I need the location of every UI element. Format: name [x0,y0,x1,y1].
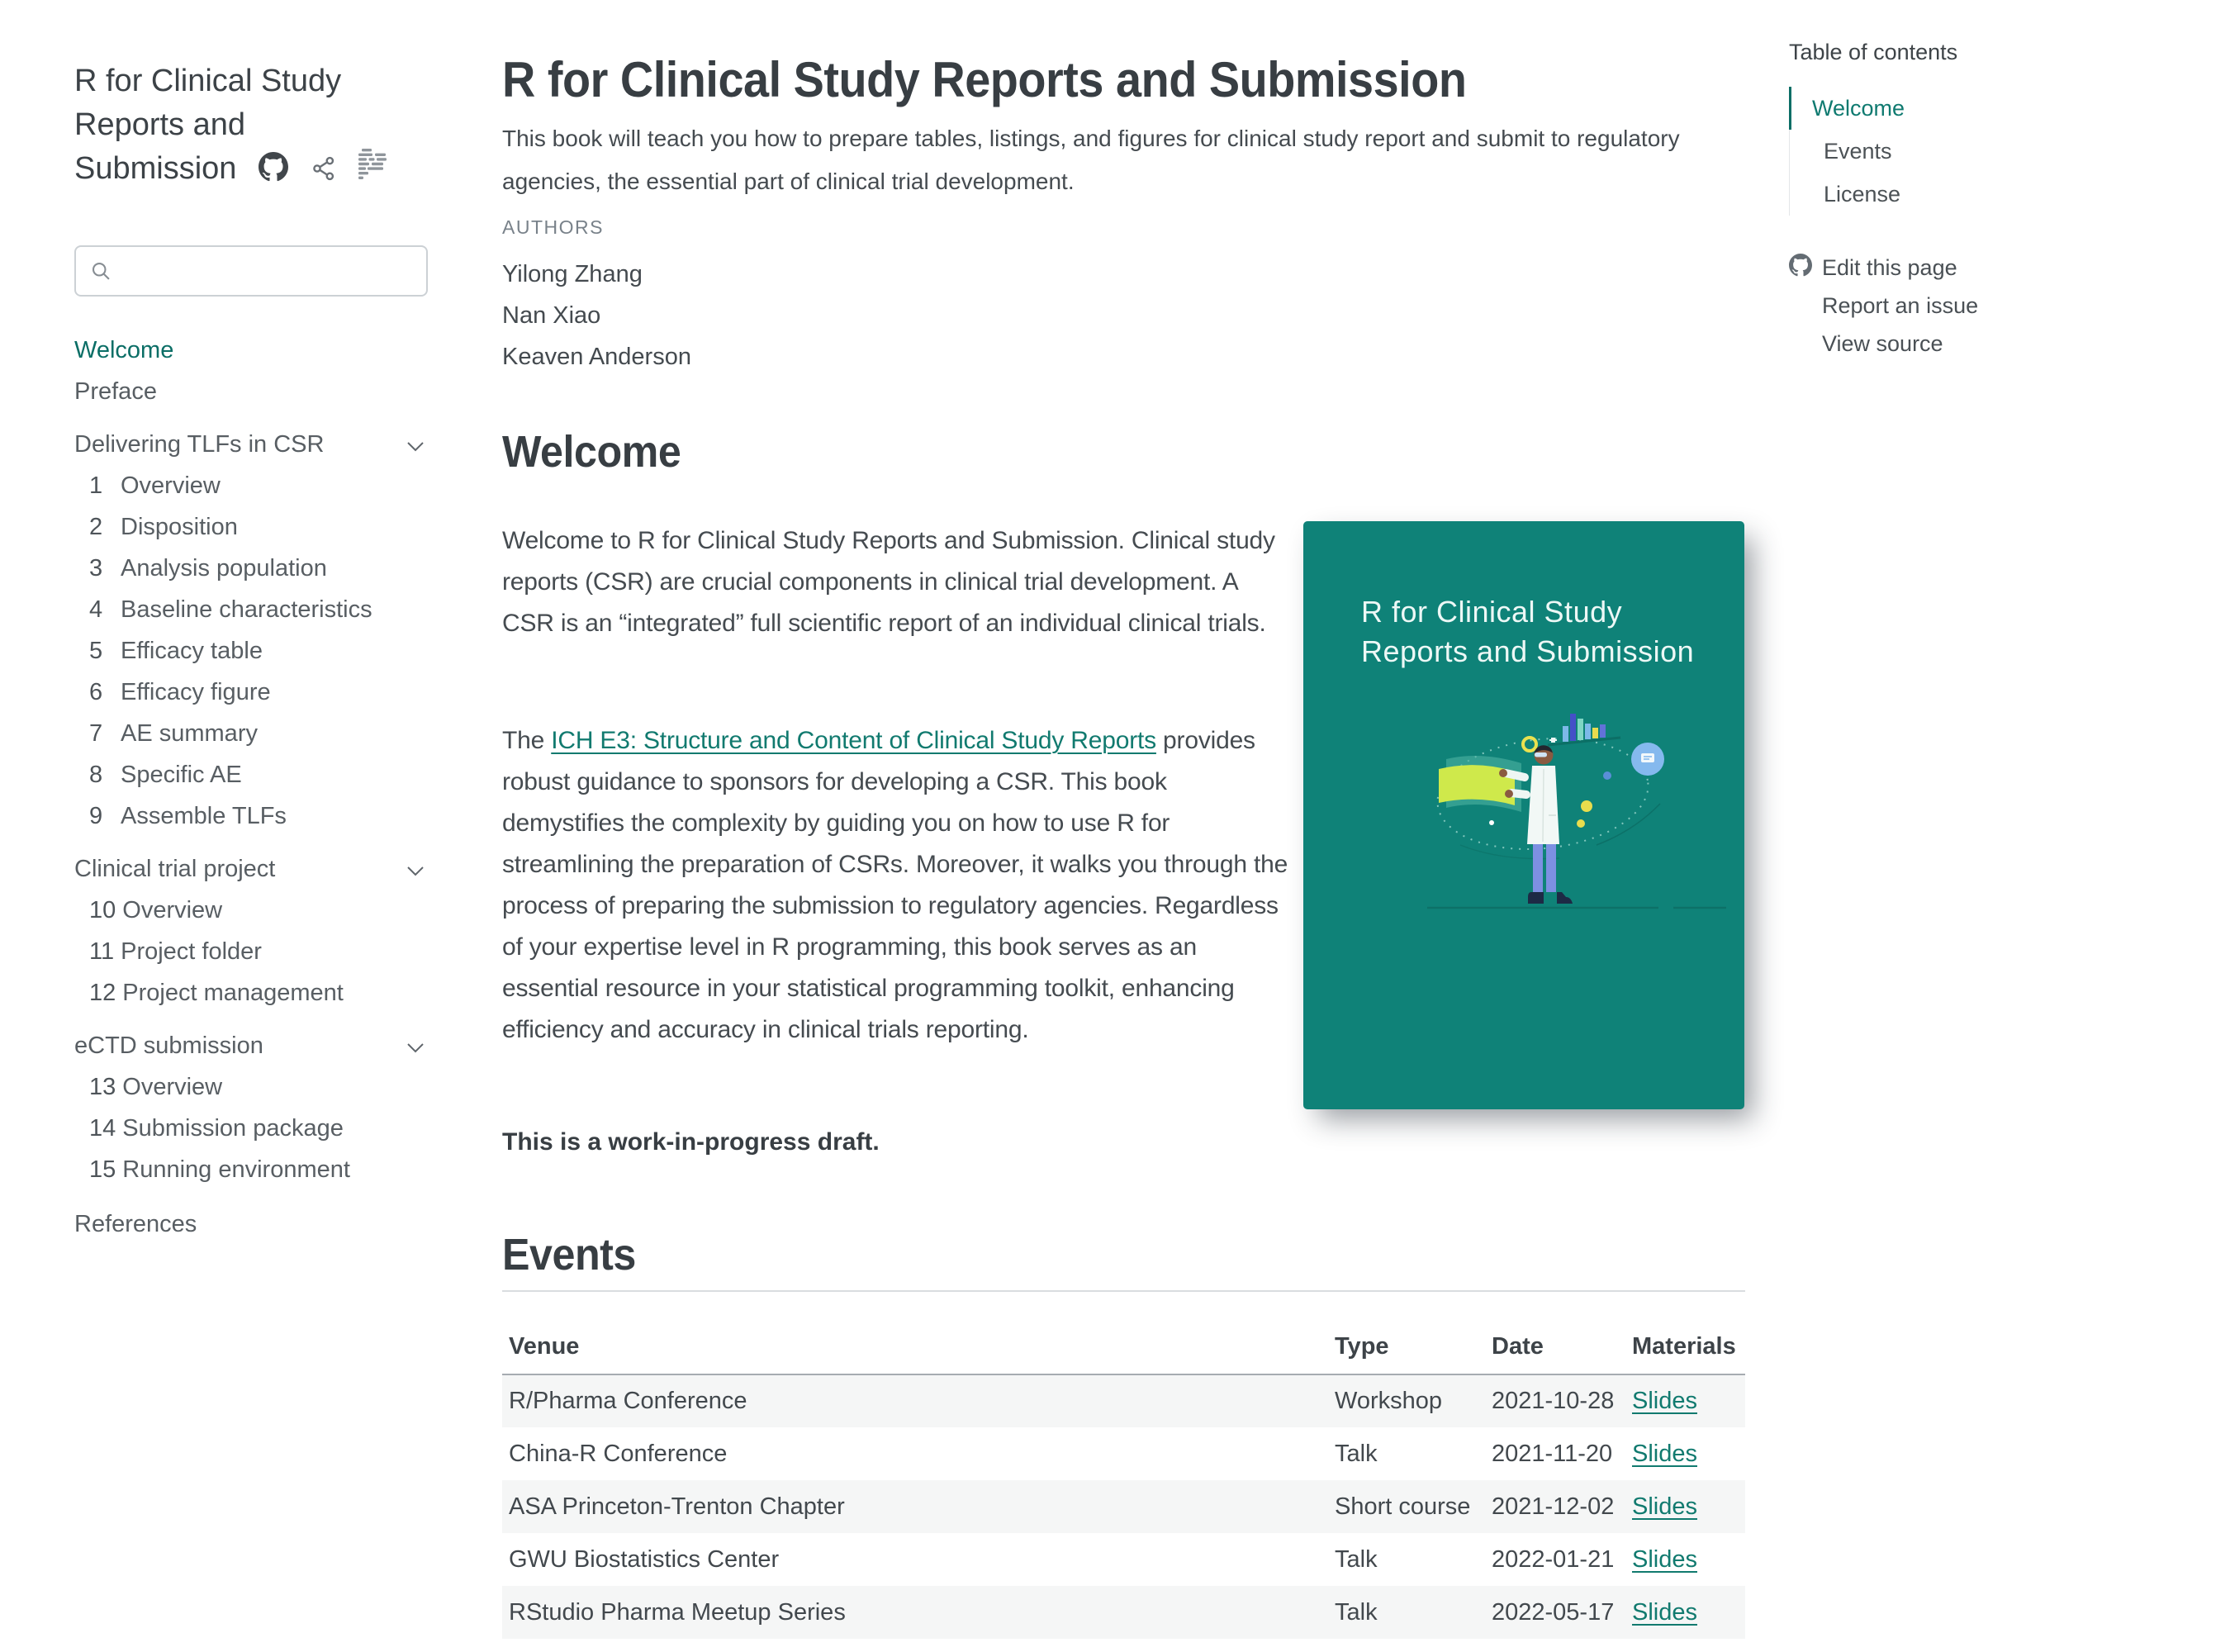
event-venue: ASA Princeton-Trenton Chapter [509,1493,845,1520]
sidebar-item-submission-package[interactable]: 14 Submission package [89,1114,344,1142]
chevron-down-icon[interactable] [406,1032,425,1060]
event-date: 2022-05-17 [1492,1598,1615,1626]
slides-link[interactable]: Slides [1632,1388,1697,1414]
event-type: Talk [1335,1598,1378,1626]
toc-heading: Table of contents [1789,40,1958,64]
column-header-materials: Materials [1625,1325,1745,1374]
sidebar [74,59,429,1245]
chevron-down-icon[interactable] [406,431,425,458]
search-box [74,245,428,297]
event-venue: China-R Conference [509,1440,728,1467]
book-cover-image [1303,521,1744,1109]
toc-actions [1789,249,2103,363]
view-source-link[interactable]: View source [1822,330,1943,356]
cover-title: R for Clinical Study Reports and Submission [1361,595,1695,668]
event-venue: GWU Biostatistics Center [509,1545,780,1573]
event-venue: RStudio Pharma Meetup Series [509,1598,846,1626]
stream-icon[interactable] [358,149,388,194]
event-row [502,1427,1745,1480]
github-icon[interactable] [259,150,288,194]
toc-item-welcome[interactable]: Welcome [1789,87,2103,130]
sidebar-item-running-environment[interactable]: 15 Running environment [89,1156,350,1183]
sidebar-item-assemble-tlfs[interactable]: 9 Assemble TLFs [89,802,287,829]
slides-link[interactable]: Slides [1632,1545,1697,1573]
event-type: Talk [1335,1545,1378,1573]
events-heading: Events [502,1229,1745,1292]
sidebar-item-project-folder[interactable]: 11 Project folder [89,938,262,965]
page-subtitle: This book will teach you how to prepare tables, listings, and figures for clinical study report and submit to regulatory agencies, the essential part of clinical trial development. [502,126,1680,194]
event-type: Talk [1335,1440,1378,1467]
events-header-row [502,1325,1745,1374]
events-table [502,1325,1745,1639]
sidebar-item-ae-summary[interactable]: 7 AE summary [89,719,258,747]
sidebar-book-title[interactable]: R for Clinical Study Reports and Submission [74,64,342,186]
table-of-contents [1789,40,2103,363]
sidebar-section-delivering-tlfs[interactable]: Delivering TLFs in CSR [74,424,428,465]
sidebar-item-baseline-characteristics[interactable]: 4 Baseline characteristics [89,596,372,623]
search-input[interactable] [74,245,428,297]
event-row [502,1533,1745,1586]
event-date: 2021-11-20 [1492,1440,1613,1467]
sidebar-item-specific-ae[interactable]: 8 Specific AE [89,761,242,788]
sidebar-section-clinical-trial-project[interactable]: Clinical trial project [74,848,428,890]
page-title: R for Clinical Study Reports and Submission [502,52,1467,107]
ich-e3-link[interactable]: ICH E3: Structure and Content of Clinical Study Reports [551,727,1156,754]
event-date: 2021-10-28 [1492,1388,1615,1414]
event-row [502,1374,1745,1427]
author-name: Nan Xiao [502,302,601,329]
edit-this-page-link[interactable]: Edit this page [1789,249,2103,287]
event-row [502,1586,1745,1639]
column-header-type: Type [1328,1325,1485,1374]
main-content [502,0,1759,1652]
toc-list [1789,87,2103,216]
chevron-down-icon[interactable] [406,856,425,883]
event-date: 2022-01-21 [1492,1545,1615,1573]
event-date: 2021-12-02 [1492,1493,1615,1520]
sidebar-item-disposition[interactable]: 2 Disposition [89,513,238,540]
sidebar-nav [74,330,429,1245]
slides-link[interactable]: Slides [1632,1440,1697,1467]
toc-item-license[interactable]: License [1789,173,2103,216]
sidebar-item-analysis-population[interactable]: 3 Analysis population [89,554,327,582]
slides-link[interactable]: Slides [1632,1493,1697,1520]
sidebar-section-ectd-submission[interactable]: eCTD submission [74,1025,428,1066]
sidebar-item-overview-10[interactable]: 10 Overview [89,896,223,923]
authors-block [502,216,691,377]
share-icon[interactable] [311,150,337,194]
author-name: Keaven Anderson [502,344,691,370]
column-header-venue: Venue [502,1325,1328,1374]
authors-label: AUTHORS [502,216,604,238]
draft-note: This is a work-in-progress draft. [502,1128,880,1156]
welcome-heading: Welcome [502,427,681,477]
sidebar-item-welcome[interactable]: Welcome [74,336,174,363]
sidebar-item-efficacy-table[interactable]: 5 Efficacy table [89,637,263,664]
sidebar-item-overview-13[interactable]: 13 Overview [89,1073,223,1100]
event-row [502,1480,1745,1533]
event-type: Workshop [1335,1388,1443,1414]
github-icon [1789,254,1812,282]
sidebar-item-preface[interactable]: Preface [74,377,157,405]
slides-link[interactable]: Slides [1632,1598,1697,1626]
sidebar-item-overview-1[interactable]: 1 Overview [89,472,221,499]
sidebar-item-project-management[interactable]: 12 Project management [89,979,344,1006]
report-an-issue-link[interactable]: Report an issue [1822,292,1979,318]
toc-item-events[interactable]: Events [1789,130,2103,173]
event-type: Short course [1335,1493,1471,1520]
event-venue: R/Pharma Conference [509,1388,747,1414]
column-header-date: Date [1485,1325,1625,1374]
search-icon [89,259,112,287]
sidebar-item-references[interactable]: References [74,1210,197,1237]
author-name: Yilong Zhang [502,261,643,287]
welcome-paragraph-2: The ICH E3: Structure and Content of Clinical Study Reports provides robust guidance to sponsors for developing a CSR. This book demystifies the complexity by guiding you on how to use R for streamlining the preparation of CSRs. Moreover, it walks you through the process of preparing the submission to regulatory agencies. Regardless of your expertise level in R programming, this book serves as an essential resource in your statistical programming toolkit, enhancing efficiency and accuracy in clinical trials reporting. [502,727,1288,1043]
sidebar-item-efficacy-figure[interactable]: 6 Efficacy figure [89,678,271,705]
sidebar-title-block [74,59,405,194]
welcome-paragraph-1: Welcome to R for Clinical Study Reports and Submission. Clinical study reports (CSR) are crucial components in clinical trial development. A CSR is an “integrated” full scientific report of an individual clinical trials. [502,527,1275,637]
